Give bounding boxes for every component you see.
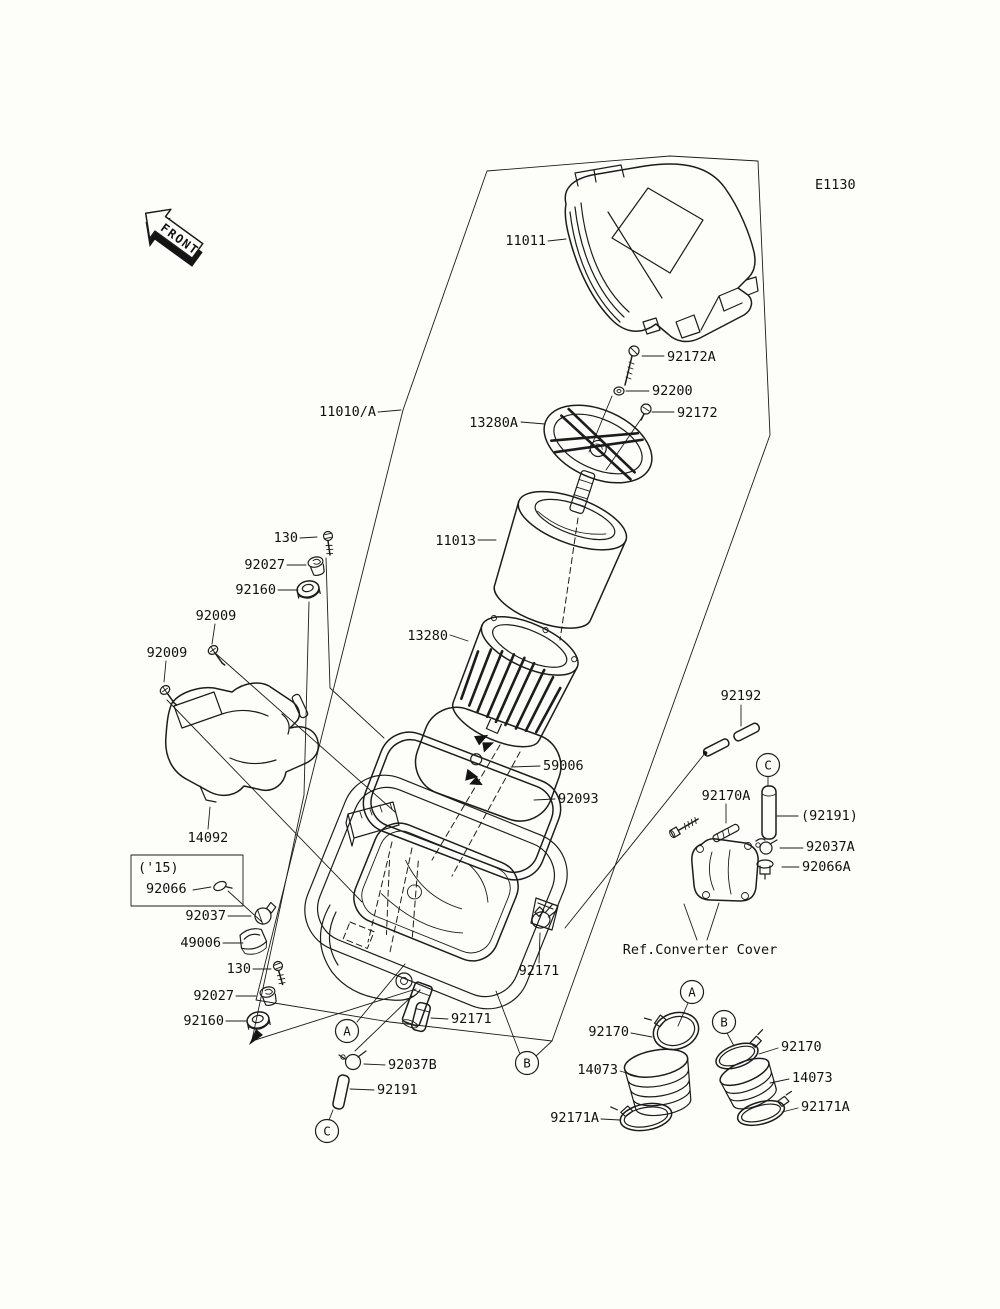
air-cleaner-cap-drawing — [565, 164, 758, 342]
rod-92192-drawing — [701, 722, 761, 758]
hose-clamp-92170-left-drawing — [644, 1003, 703, 1056]
part-label-92066: 92066 — [146, 881, 187, 897]
part-label-92200: 92200 — [652, 383, 693, 399]
part-label-92192: 92192 — [720, 688, 762, 704]
collar-92027-upper-drawing — [307, 555, 326, 577]
part-labels — [138, 177, 858, 1126]
part-label-92027-lower: 92027 — [193, 988, 234, 1004]
part-label-92171A-right: 92171A — [801, 1099, 850, 1115]
part-label-92172A: 92172A — [667, 349, 716, 365]
cap-49006-drawing — [237, 926, 269, 957]
part-label-92171A-left: 92171A — [550, 1110, 599, 1126]
ref-converter-cover-label: Ref.Converter Cover — [622, 942, 778, 958]
callout-A-hose — [681, 981, 704, 1004]
element-holder-plate-13280A-drawing — [532, 390, 664, 514]
part-label-92170-right: 92170 — [781, 1039, 822, 1055]
hose-clamp-92170-right-drawing — [711, 1030, 772, 1074]
part-label-130-upper: 130 — [273, 530, 298, 546]
element-cage-13280-drawing — [441, 603, 587, 759]
part-label-92027-upper: 92027 — [244, 557, 285, 573]
part-label-92171-clamp: 92171 — [518, 963, 560, 979]
front-label: FRONT — [157, 220, 202, 258]
callout-C-left — [316, 1120, 339, 1143]
plug-92066A-drawing — [757, 860, 773, 879]
part-label-13280: 13280 — [407, 628, 448, 644]
callout-B-left — [516, 1052, 539, 1075]
part-label-92171-tube: 92171 — [451, 1011, 492, 1027]
part-label-92037B: 92037B — [388, 1057, 437, 1073]
part-label-11010A: 11010/A — [319, 404, 376, 420]
part-label-92037: 92037 — [185, 908, 226, 924]
part-label-92066A: 92066A — [802, 859, 851, 875]
collar-92027-lower-drawing — [259, 985, 278, 1007]
screw-92009-first-drawing — [207, 644, 228, 669]
svg-text:A: A — [343, 1023, 351, 1039]
part-label-11011: 11011 — [505, 233, 546, 249]
part-label-14073-right: 14073 — [792, 1070, 833, 1086]
part-label-92009-second: 92009 — [146, 645, 188, 661]
svg-text:A: A — [688, 984, 696, 1000]
part-label-92160-upper: 92160 — [235, 582, 276, 598]
air-cleaner-case-11010-drawing — [292, 762, 580, 1029]
clamp-92037B-drawing — [339, 1051, 366, 1070]
part-label-92191-right: (92191) — [801, 808, 858, 824]
part-label-92191-left: 92191 — [377, 1082, 418, 1098]
rod-92191-left-drawing — [332, 1074, 350, 1110]
screw-92009-second-drawing — [159, 684, 180, 709]
converter-cover-drawing — [692, 839, 758, 901]
bolt-130-lower-drawing — [272, 960, 289, 985]
leader-lines — [164, 239, 803, 1120]
part-label-59006: 59006 — [543, 758, 584, 774]
svg-text:B: B — [720, 1014, 728, 1030]
svg-text:B: B — [523, 1055, 531, 1071]
part-label-14092: 14092 — [187, 830, 229, 846]
part-label-130-lower: 130 — [226, 961, 251, 977]
diagram-code-label: E1130 — [815, 177, 856, 193]
callout-A-left — [336, 1020, 359, 1043]
screw-92172-drawing — [641, 404, 651, 420]
part-label-11013: 11013 — [435, 533, 476, 549]
washer-92200-drawing — [614, 387, 624, 395]
grommet-92160-upper-drawing — [296, 579, 321, 600]
svg-text:C: C — [764, 757, 772, 773]
part-label-92009-first: 92009 — [195, 608, 237, 624]
part-label-92170A: 92170A — [701, 788, 751, 804]
year-note-label: ('15) — [138, 860, 179, 876]
hose-14073-left-drawing — [622, 1045, 696, 1120]
front-direction-marker — [131, 199, 212, 274]
part-label-92170-left: 92170 — [588, 1024, 629, 1040]
part-label-14073-left: 14073 — [577, 1062, 618, 1078]
svg-text:C: C — [323, 1123, 331, 1139]
hose-clamp-92171A-left-drawing — [611, 1097, 674, 1136]
assembly-boundary-outline — [256, 156, 770, 1041]
bolt-130-upper-drawing — [322, 531, 336, 556]
assembly-axis-lines — [368, 518, 578, 952]
tube-92191-right-drawing — [762, 786, 776, 839]
callout-C-right — [757, 754, 780, 777]
part-label-92160-lower: 92160 — [183, 1013, 224, 1029]
part-label-92037A: 92037A — [806, 839, 855, 855]
callout-B-hose — [713, 1011, 736, 1034]
part-label-13280A: 13280A — [469, 415, 518, 431]
inlet-duct-14092-drawing — [166, 683, 319, 802]
part-label-92093: 92093 — [558, 791, 599, 807]
clamp-92037A-drawing — [756, 839, 777, 854]
converter-cover-bolt-drawing — [668, 816, 700, 839]
part-label-49006: 49006 — [180, 935, 221, 951]
bolt-92172A-drawing — [625, 346, 639, 385]
part-label-92172: 92172 — [677, 405, 718, 421]
